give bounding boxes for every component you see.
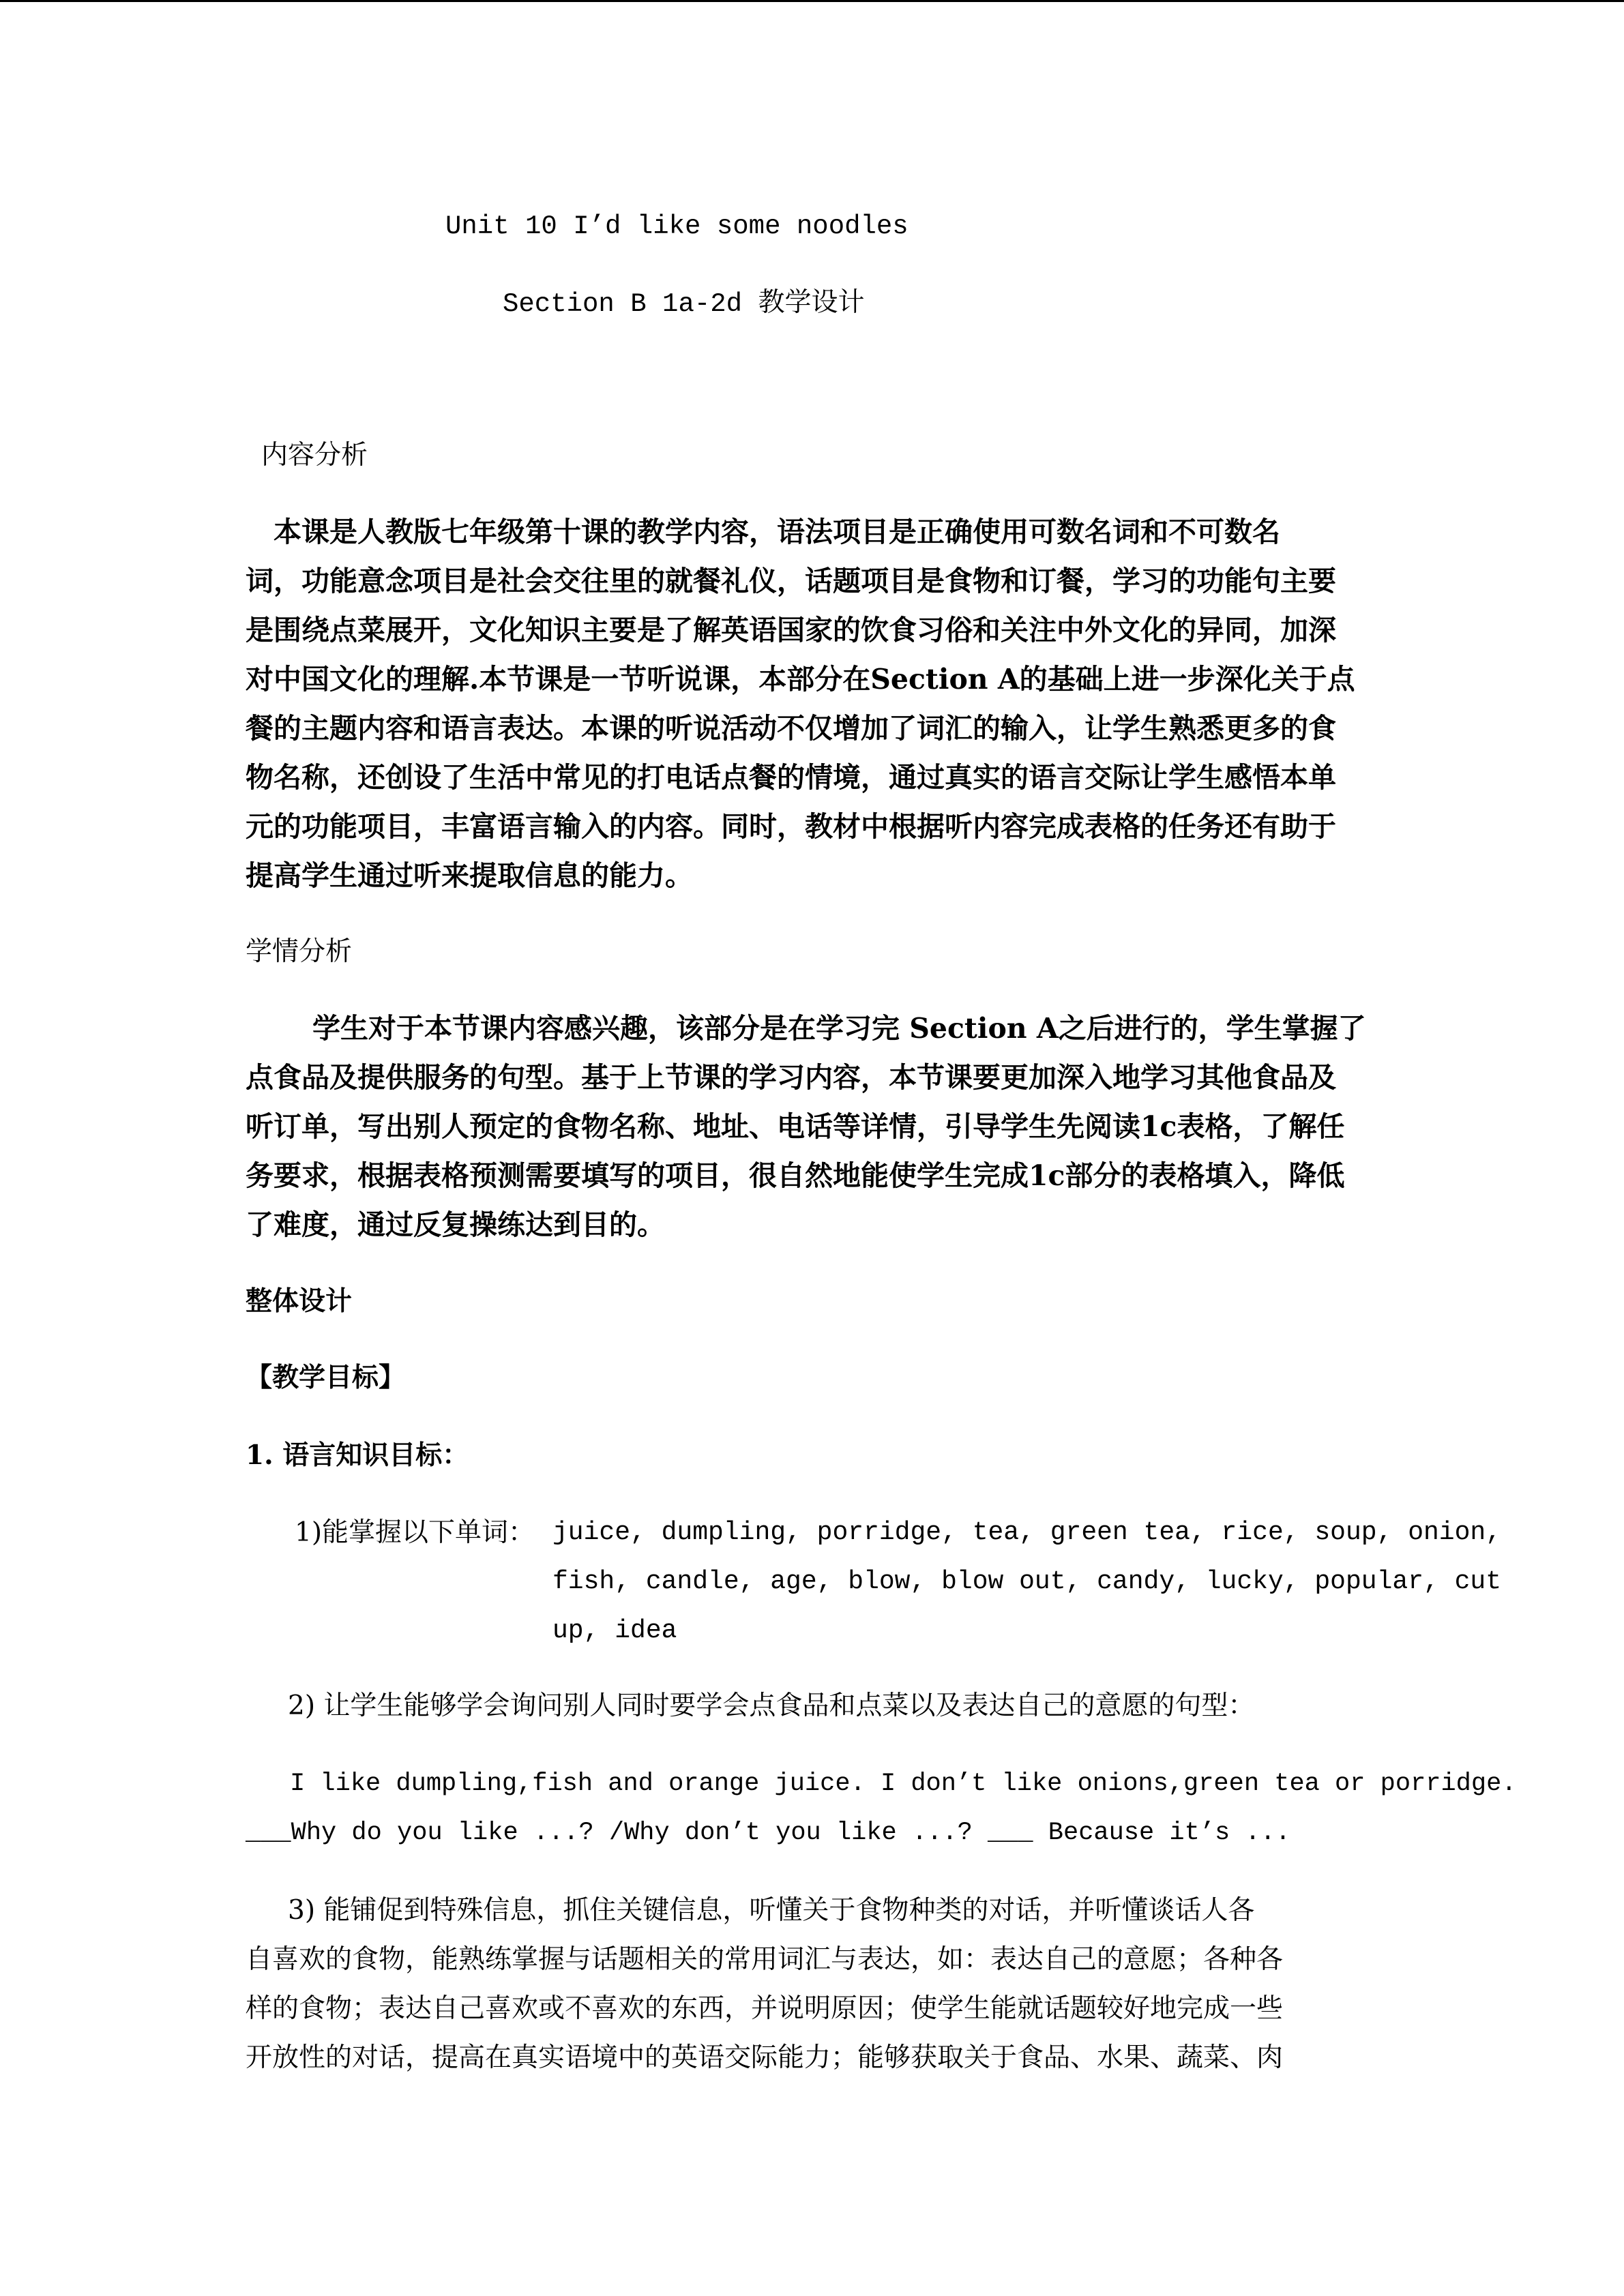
paragraph-line: 学生对于本节课内容感兴趣，该部分是在学习完 Section A之后进行的，学生掌握了 — [312, 1012, 1366, 1045]
paragraph-line: 样的食物；表达自己喜欢或不喜欢的东西，并说明原因；使学生能就话题较好地完成一些 — [246, 1993, 1284, 2024]
vocab-label: 1)能掌握以下单词： — [295, 1517, 535, 1548]
objective-item-2: 2) 让学生能够学会询问别人同时要学会点食品和点菜以及表达自己的意愿的句型： — [288, 1690, 1255, 1721]
paragraph-line: 词，功能意念项目是社会交往里的就餐礼仪，话题项目是食物和订餐，学习的功能句主要 — [246, 565, 1336, 597]
paragraph-line: 了难度，通过反复操练达到目的。 — [246, 1208, 665, 1241]
vocab-line: juice, dumpling, porridge, tea, green tea, rice, soup, onion, — [552, 1518, 1502, 1547]
paragraph-line: 本课是人教版七年级第十课的教学内容，语法项目是正确使用可数名词和不可数名 — [246, 516, 1280, 548]
paragraph-line: 自喜欢的食物，能熟练掌握与话题相关的常用词汇与表达，如：表达自己的意愿；各种各 — [246, 1944, 1284, 1975]
example-sentence-1: I like dumpling,fish and orange juice. I don’t like onions,green tea or porridge. — [290, 1770, 1517, 1798]
content-analysis-paragraph — [246, 507, 1378, 900]
paragraph-line: 点食品及提供服务的句型。基于上节课的学习内容，本节课要更加深入地学习其他食品及 — [246, 1061, 1336, 1094]
paragraph-line: 物名称，还创设了生活中常见的打电话点餐的情境，通过真实的语言交际让学生感悟本单 — [246, 761, 1336, 794]
paragraph-line: 务要求，根据表格预测需要填写的项目，很自然地能使学生完成1c部分的表格填入，降低 — [246, 1159, 1345, 1192]
example-sentence-2: ___Why do you like ...? /Why don’t you like ...? ___ Because it’s ... — [246, 1819, 1291, 1847]
paragraph-line: 对中国文化的理解.本节课是一节听说课，本部分在Section A的基础上进一步深化关于点 — [246, 663, 1355, 696]
objective-item-3-paragraph — [246, 1886, 1378, 2083]
overall-design-heading: 整体设计 — [246, 1285, 353, 1317]
learner-analysis-heading: 学情分析 — [246, 936, 353, 967]
vocab-list — [552, 1508, 1502, 1656]
vocab-line: up, idea — [552, 1616, 677, 1645]
paragraph-line: 提高学生通过听来提取信息的能力。 — [246, 859, 693, 892]
document-subtitle: Section B 1a-2d 教学设计 — [503, 289, 865, 319]
paragraph-line: 开放性的对话，提高在真实语境中的英语交际能力；能够获取关于食品、水果、蔬菜、肉 — [246, 2042, 1284, 2073]
content-analysis-heading: 内容分析 — [261, 440, 368, 471]
vocab-line: fish, candle, age, blow, blow out, candy, lucky, popular, cut — [552, 1567, 1502, 1596]
teaching-objectives-heading: 【教学目标】 — [246, 1362, 406, 1393]
document-title: Unit 10 I’d like some noodles — [445, 211, 909, 241]
paragraph-line: 餐的主题内容和语言表达。本课的听说活动不仅增加了词汇的输入，让学生熟悉更多的食 — [246, 712, 1336, 745]
paragraph-line: 元的功能项目，丰富语言输入的内容。同时，教材中根据听内容完成表格的任务还有助于 — [246, 810, 1336, 843]
paragraph-line: 3) 能铺促到特殊信息，抓住关键信息，听懂关于食物种类的对话，并听懂谈话人各 — [288, 1895, 1255, 1926]
paragraph-line: 是围绕点菜展开，文化知识主要是了解英语国家的饮食习俗和关注中外文化的异同，加深 — [246, 614, 1336, 646]
paragraph-line: 听订单，写出别人预定的食物名称、地址、电话等详情，引导学生先阅读1c表格，了解任 — [246, 1110, 1345, 1143]
language-knowledge-heading: 1. 语言知识目标： — [246, 1440, 469, 1471]
learner-analysis-paragraph — [246, 1004, 1378, 1249]
